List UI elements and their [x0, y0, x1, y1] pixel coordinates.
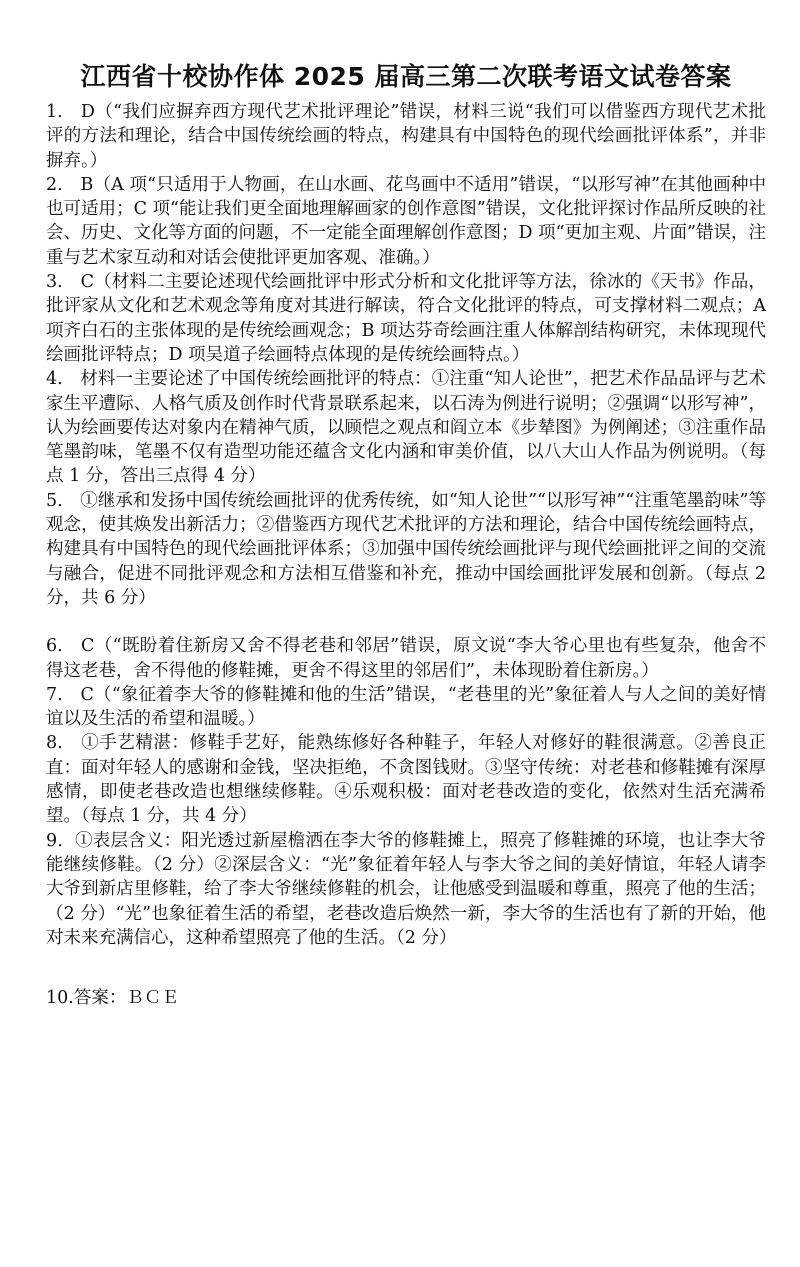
answer-list: [46, 100, 766, 1010]
answer-item-4: 4. 材料一主要论述了中国传统绘画批评的特点：①注重“知人论世”，把艺术作品品评与艺术家生平遭际、人格气质及创作时代背景联系起来，以石涛为例进行说明；②强调“以形写神”，认为绘画要传达对象内在精神气质，以顾恺之观点和阎立本《步辇图》为例阐述；③注重作品笔墨韵味，笔墨不仅有造型功能还蕴含文化内涵和审美价值，以八大山人作品为例说明。（每点 1 分，答出三点得 4 分）: [46, 369, 766, 487]
answer-item-9: 9．①表层含义：阳光透过新屋檐洒在李大爷的修鞋摊上，照亮了修鞋摊的环境，也让李大爷能继续修鞋。（2 分）②深层含义：“光”象征着年轻人与李大爷之间的美好情谊，年轻人请李大爷到新店里修鞋，给了李大爷继续修鞋的机会，让他感受到温暖和尊重，照亮了他的生活；（2 分）“光”也象征着生活的希望，老巷改造后焕然一新，李大爷的生活也有了新的开始，他对未来充满信心，这种希望照亮了他的生活。（2 分）: [46, 830, 766, 948]
answer-item-10: 10.答案：ＢＣＥ: [46, 988, 179, 1009]
answer-item-3: 3. C（材料二主要论述现代绘画批评中形式分析和文化批评等方法，徐冰的《天书》作品，批评家从文化和艺术观念等角度对其进行解读，符合文化批评的特点，可支撑材料二观点；A 项齐白石的主张体现的是传统绘画观念；B 项达芬奇绘画注重人体解剖结构研究，未体现现代绘画批评特点；D 项吴道子绘画特点体现的是传统绘画特点。）: [46, 272, 766, 365]
answer-item-2: 2. B（A 项“只适用于人物画，在山水画、花鸟画中不适用”错误，“以形写神”在其他画种中也可适用；C 项“能让我们更全面地理解画家的创作意图”错误，文化批评探讨作品所反映的社会、历史、文化等方面的问题，不一定能全面理解创作意图；D 项“更加主观、片面”错误，注重与艺术家互动和对话会使批评更加客观、准确。）: [46, 174, 766, 268]
answer-item-5: 5. ①继承和发扬中国传统绘画批评的优秀传统，如“知人论世”“以形写神”“注重笔墨韵味”等观念，使其焕发出新活力；②借鉴西方现代艺术批评的方法和理论，结合中国传统绘画特点，构建具有中国特色的现代绘画批评体系；③加强中国传统绘画批评与现代绘画批评之间的交流与融合，促进不同批评观念和方法相互借鉴和补充，推动中国绘画批评发展和创新。（每点 2 分，共 6 分）: [46, 490, 766, 608]
answer-item-8: 8. ①手艺精湛：修鞋手艺好，能熟练修好各种鞋子，年轻人对修好的鞋很满意。②善良正直：面对年轻人的感谢和金钱，坚决拒绝，不贪图钱财。③坚守传统：对老巷和修鞋摊有深厚感情，即使老巷改造也想继续修鞋。④乐观积极：面对老巷改造的变化，依然对生活充满希望。（每点 1 分，共 4 分）: [46, 733, 766, 827]
answer-item-6: 6. C（“既盼着住新房又舍不得老巷和邻居”错误，原文说“李大爷心里也有些复杂，他舍不得这老巷，舍不得他的修鞋摊，更舍不得这里的邻居们”，未体现盼着住新房。）: [46, 636, 766, 681]
page-title: 江西省十校协作体 2025 届高三第二次联考语文试卷答案: [80, 62, 732, 91]
answer-item-7: 7. C（“象征着李大爷的修鞋摊和他的生活”错误，“老巷里的光”象征着人与人之间的美好情谊以及生活的希望和温暖。）: [46, 684, 766, 730]
answer-item-1: 1. D（“我们应摒弃西方现代艺术批评理论”错误，材料三说“我们可以借鉴西方现代艺术批评的方法和理论，结合中国传统绘画的特点，构建具有中国特色的现代绘画批评体系”，并非摒弃。）: [46, 102, 766, 171]
